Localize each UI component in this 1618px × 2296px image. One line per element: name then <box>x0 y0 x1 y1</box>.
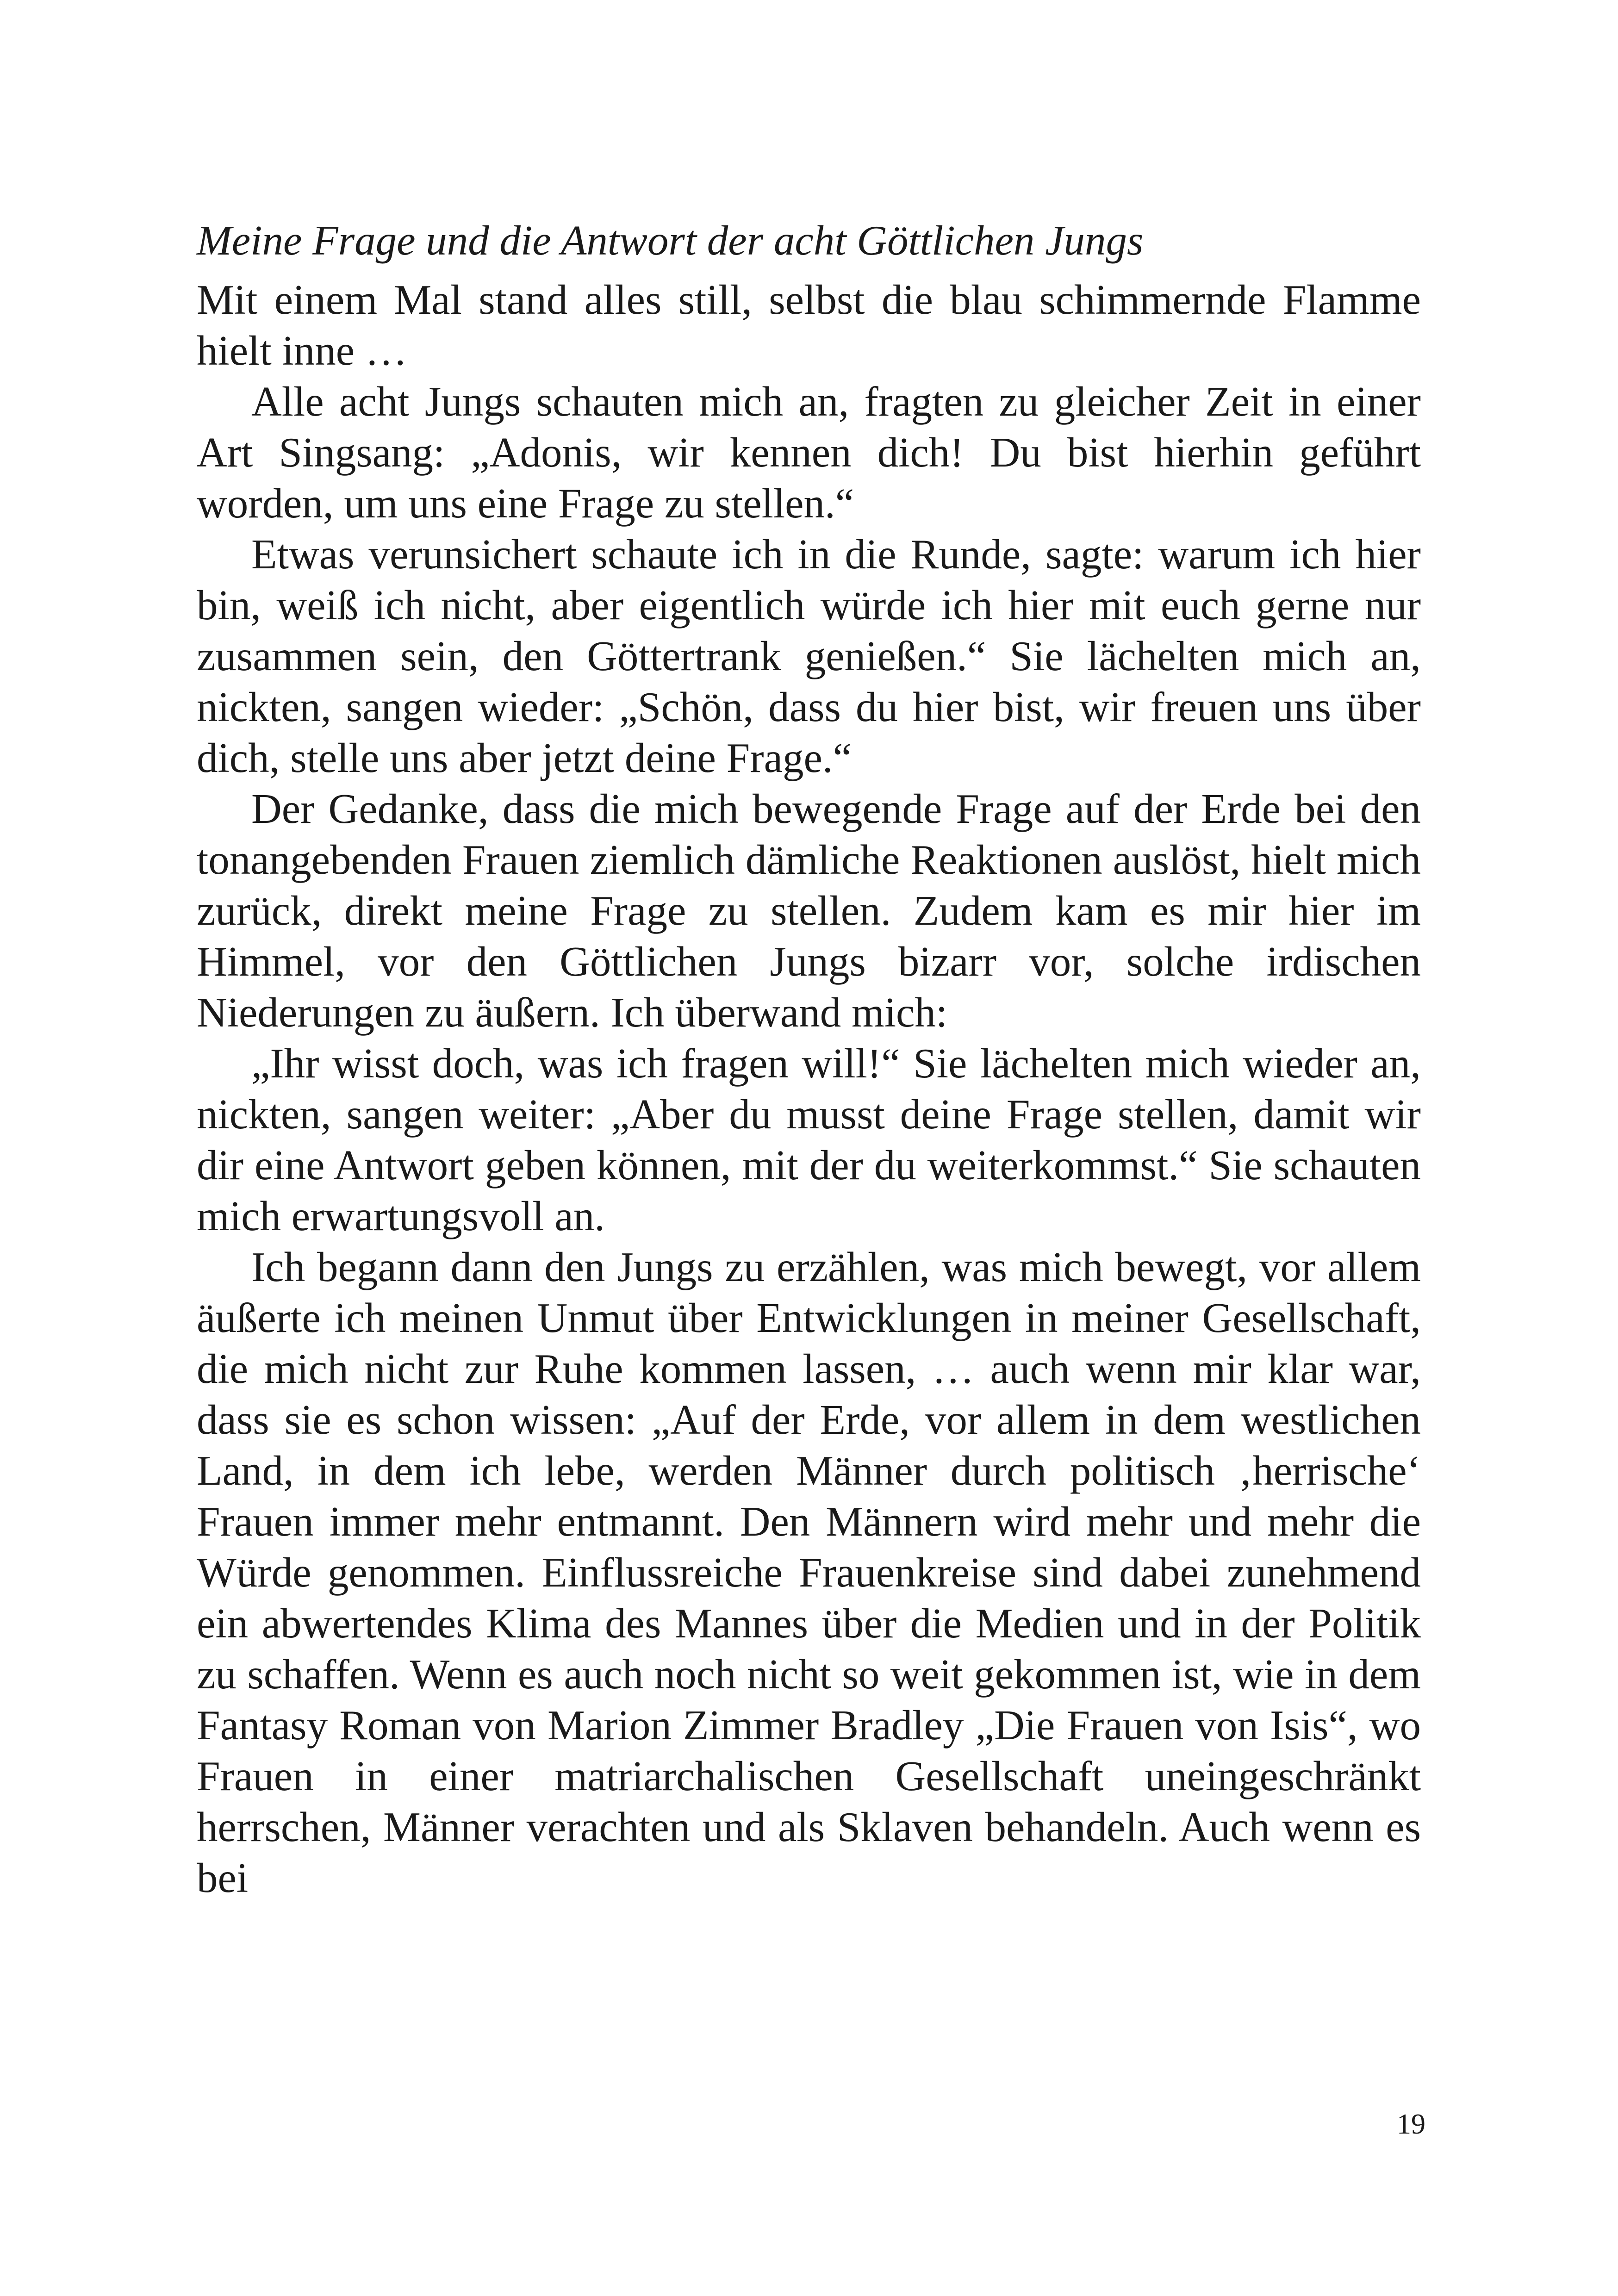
paragraph-4: Der Gedanke, dass die mich bewegende Frage auf der Erde bei den tonangebenden Frauen ziemlich dämliche Reaktionen auslöst, hielt mich zurück, direkt meine Frage zu stellen. Zudem kam es mir hier im Himmel, vor den Göttlichen Jungs bizarr vor, solche irdischen Niederungen zu äußern. Ich überwand mich: <box>197 785 1421 1036</box>
paragraph-1: Mit einem Mal stand alles still, selbst die blau schimmernde Flamme hielt inne … <box>197 276 1421 374</box>
paragraph-3: Etwas verunsichert schaute ich in die Runde, sagte: warum ich hier bin, weiß ich nicht, aber eigentlich würde ich hier mit euch gerne nur zusammen sein, den Göttertrank genießen.“ Sie lächelten mich an, nickten, sangen wieder: „Schön, dass du hier bist, wir freuen uns über dich, stelle uns aber jetzt deine Frage.“ <box>197 531 1421 781</box>
paragraph-5: „Ihr wisst doch, was ich fragen will!“ Sie lächelten mich wieder an, nickten, sangen weiter: „Aber du musst deine Frage stellen, damit wir dir eine Antwort geben können, mit der du weiterkommst.“ Sie schauten mich erwartungsvoll an. <box>197 1040 1421 1239</box>
page-number: 19 <box>1397 2109 1425 2140</box>
section-heading: Meine Frage und die Antwort der acht Göttlichen Jungs <box>197 217 1144 264</box>
paragraph-6: Ich begann dann den Jungs zu erzählen, was mich bewegt, vor allem äußerte ich meinen Unmut über Entwicklungen in meiner Gesellschaft, die mich nicht zur Ruhe kommen lassen, … auch wenn mir klar war, dass sie es schon wissen: „Auf der Erde, vor allem in dem westlichen Land, in dem ich lebe, werden Männer durch politisch ‚herrische‘ Frauen immer mehr entmannt. Den Männern wird mehr und mehr die Würde genommen. Einflussreiche Frauenkreise sind dabei zunehmend ein abwertendes Klima des Mannes über die Medien und in der Politik zu schaffen. Wenn es auch noch nicht so weit gekommen ist, wie in dem Fantasy Roman von Marion Zimmer Bradley „Die Frauen von Isis“, wo Frauen in einer matriarchalischen Gesellschaft uneingeschränkt herrschen, Männer verachten und als Sklaven behandeln. Auch wenn es bei <box>197 1244 1421 1901</box>
paragraph-2: Alle acht Jungs schauten mich an, fragten zu gleicher Zeit in einer Art Singsang: „Adonis, wir kennen dich! Du bist hierhin geführt worden, um uns eine Frage zu stellen.“ <box>197 378 1421 527</box>
text-block <box>197 211 1421 1904</box>
